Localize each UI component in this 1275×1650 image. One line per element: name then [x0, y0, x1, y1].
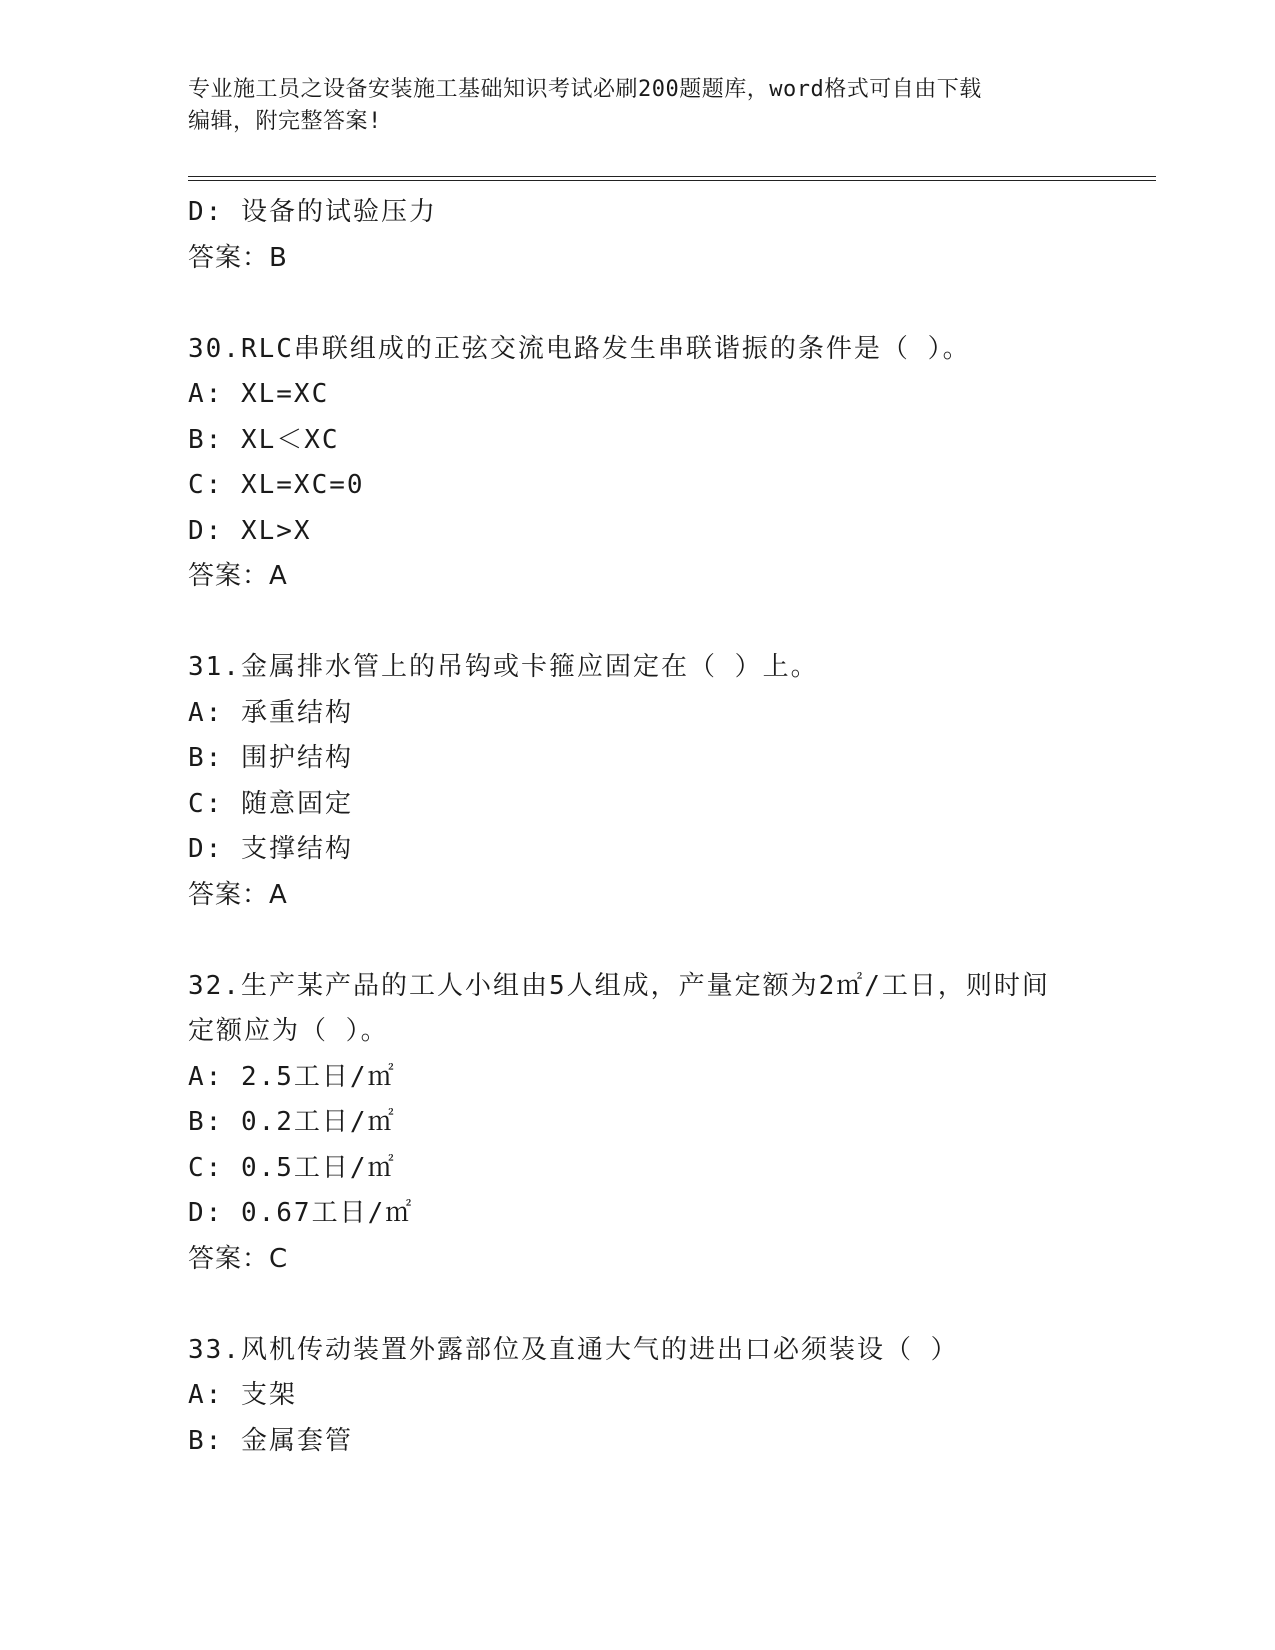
- question-stem: 31.金属排水管上的吊钩或卡箍应固定在（ ）上。: [188, 652, 819, 682]
- spacer: [188, 600, 1128, 646]
- option-a: A: 支架: [188, 1380, 297, 1410]
- option-c: C: 随意固定: [188, 788, 353, 819]
- question-31: [188, 645, 1128, 918]
- option-c: C: XL=XC=0: [188, 470, 365, 500]
- option-d: D: 支撑结构: [188, 834, 353, 864]
- answer: 答案：A: [188, 561, 288, 591]
- option-b: B: 金属套管: [188, 1425, 353, 1456]
- spacer: [188, 1282, 1128, 1328]
- spacer: [188, 281, 1128, 327]
- option-b: B: 0.2工日/㎡: [188, 1107, 396, 1137]
- page-header: [188, 74, 1088, 138]
- question-stem-line-1: 32.生产某产品的工人小组由5人组成，产量定额为2㎡/工日，则时间: [188, 970, 1050, 1001]
- answer: 答案：A: [188, 879, 288, 910]
- question-stem: 30.RLC串联组成的正弦交流电路发生串联谐振的条件是（ ）。: [188, 333, 971, 364]
- option-d: D: 0.67工日/㎡: [188, 1198, 414, 1228]
- question-stem-line-2: 定额应为（ ）。: [188, 1016, 389, 1046]
- question-list: [188, 190, 1128, 1464]
- header-title-line-1: 专业施工员之设备安装施工基础知识考试必刷200题题库，word格式可自由下载: [188, 77, 982, 102]
- prev-option-d: D: 设备的试验压力: [188, 197, 437, 227]
- option-b: B: 围护结构: [188, 743, 353, 773]
- option-a: A: 2.5工日/㎡: [188, 1061, 396, 1092]
- option-c: C: 0.5工日/㎡: [188, 1152, 396, 1183]
- header-divider: [188, 176, 1156, 181]
- question-33: [188, 1328, 1128, 1465]
- option-a: A: 承重结构: [188, 697, 353, 728]
- option-b: B: XL＜XC: [188, 424, 340, 455]
- question-32: [188, 964, 1128, 1283]
- prev-answer: 答案：B: [188, 242, 288, 273]
- option-d: D: XL>X: [188, 515, 312, 546]
- header-title-line-2: 编辑，附完整答案!: [188, 109, 382, 134]
- spacer: [188, 918, 1128, 964]
- answer: 答案：C: [188, 1243, 289, 1274]
- option-a: A: XL=XC: [188, 379, 330, 409]
- question-30: [188, 327, 1128, 600]
- question-stem: 33.风机传动装置外露部位及直通大气的进出口必须装设（ ）: [188, 1334, 959, 1365]
